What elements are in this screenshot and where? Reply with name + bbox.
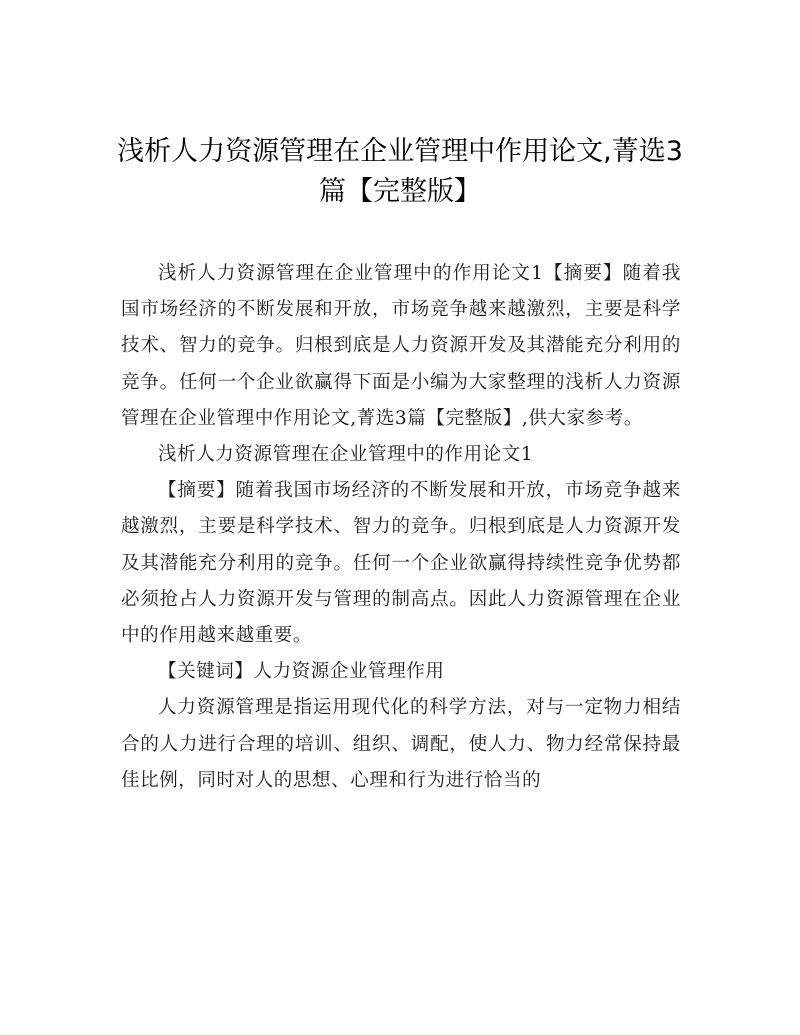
intro-paragraph: 浅析人力资源管理在企业管理中的作用论文1【摘要】随着我国市场经济的不断发展和开放，市场竞争越来越激烈，主要是科学技术、智力的竞争。归根到底是人力资源开发及其潜能充分利用的竞争。任何一个企业欲赢得下面是小编为大家整理的浅析人力资源管理在企业管理中作用论文,菁选3篇【完整版】,供大家参考。 (121, 263, 681, 429)
document-title: 浅析人力资源管理在企业管理中作用论文,菁选3篇【完整版】 (117, 136, 683, 207)
section-heading: 浅析人力资源管理在企业管理中的作用论文1 (158, 444, 534, 466)
document-body (121, 256, 681, 799)
abstract-paragraph: 【摘要】随着我国市场经济的不断发展和开放，市场竞争越来越激烈，主要是科学技术、智力的竞争。归根到底是人力资源开发及其潜能充分利用的竞争。任何一个企业欲赢得持续性竞争优势都必须抢占人力资源开发与管理的制高点。因此人力资源管理在企业中的作用越来越重要。 (121, 480, 681, 647)
body-paragraph: 人力资源管理是指运用现代化的科学方法，对与一定物力相结合的人力进行合理的培训、组织、调配，使人力、物力经常保持最佳比例，同时对人的思想、心理和行为进行恰当的 (121, 697, 681, 791)
keywords-paragraph: 【关键词】人力资源企业管理作用 (158, 661, 445, 683)
